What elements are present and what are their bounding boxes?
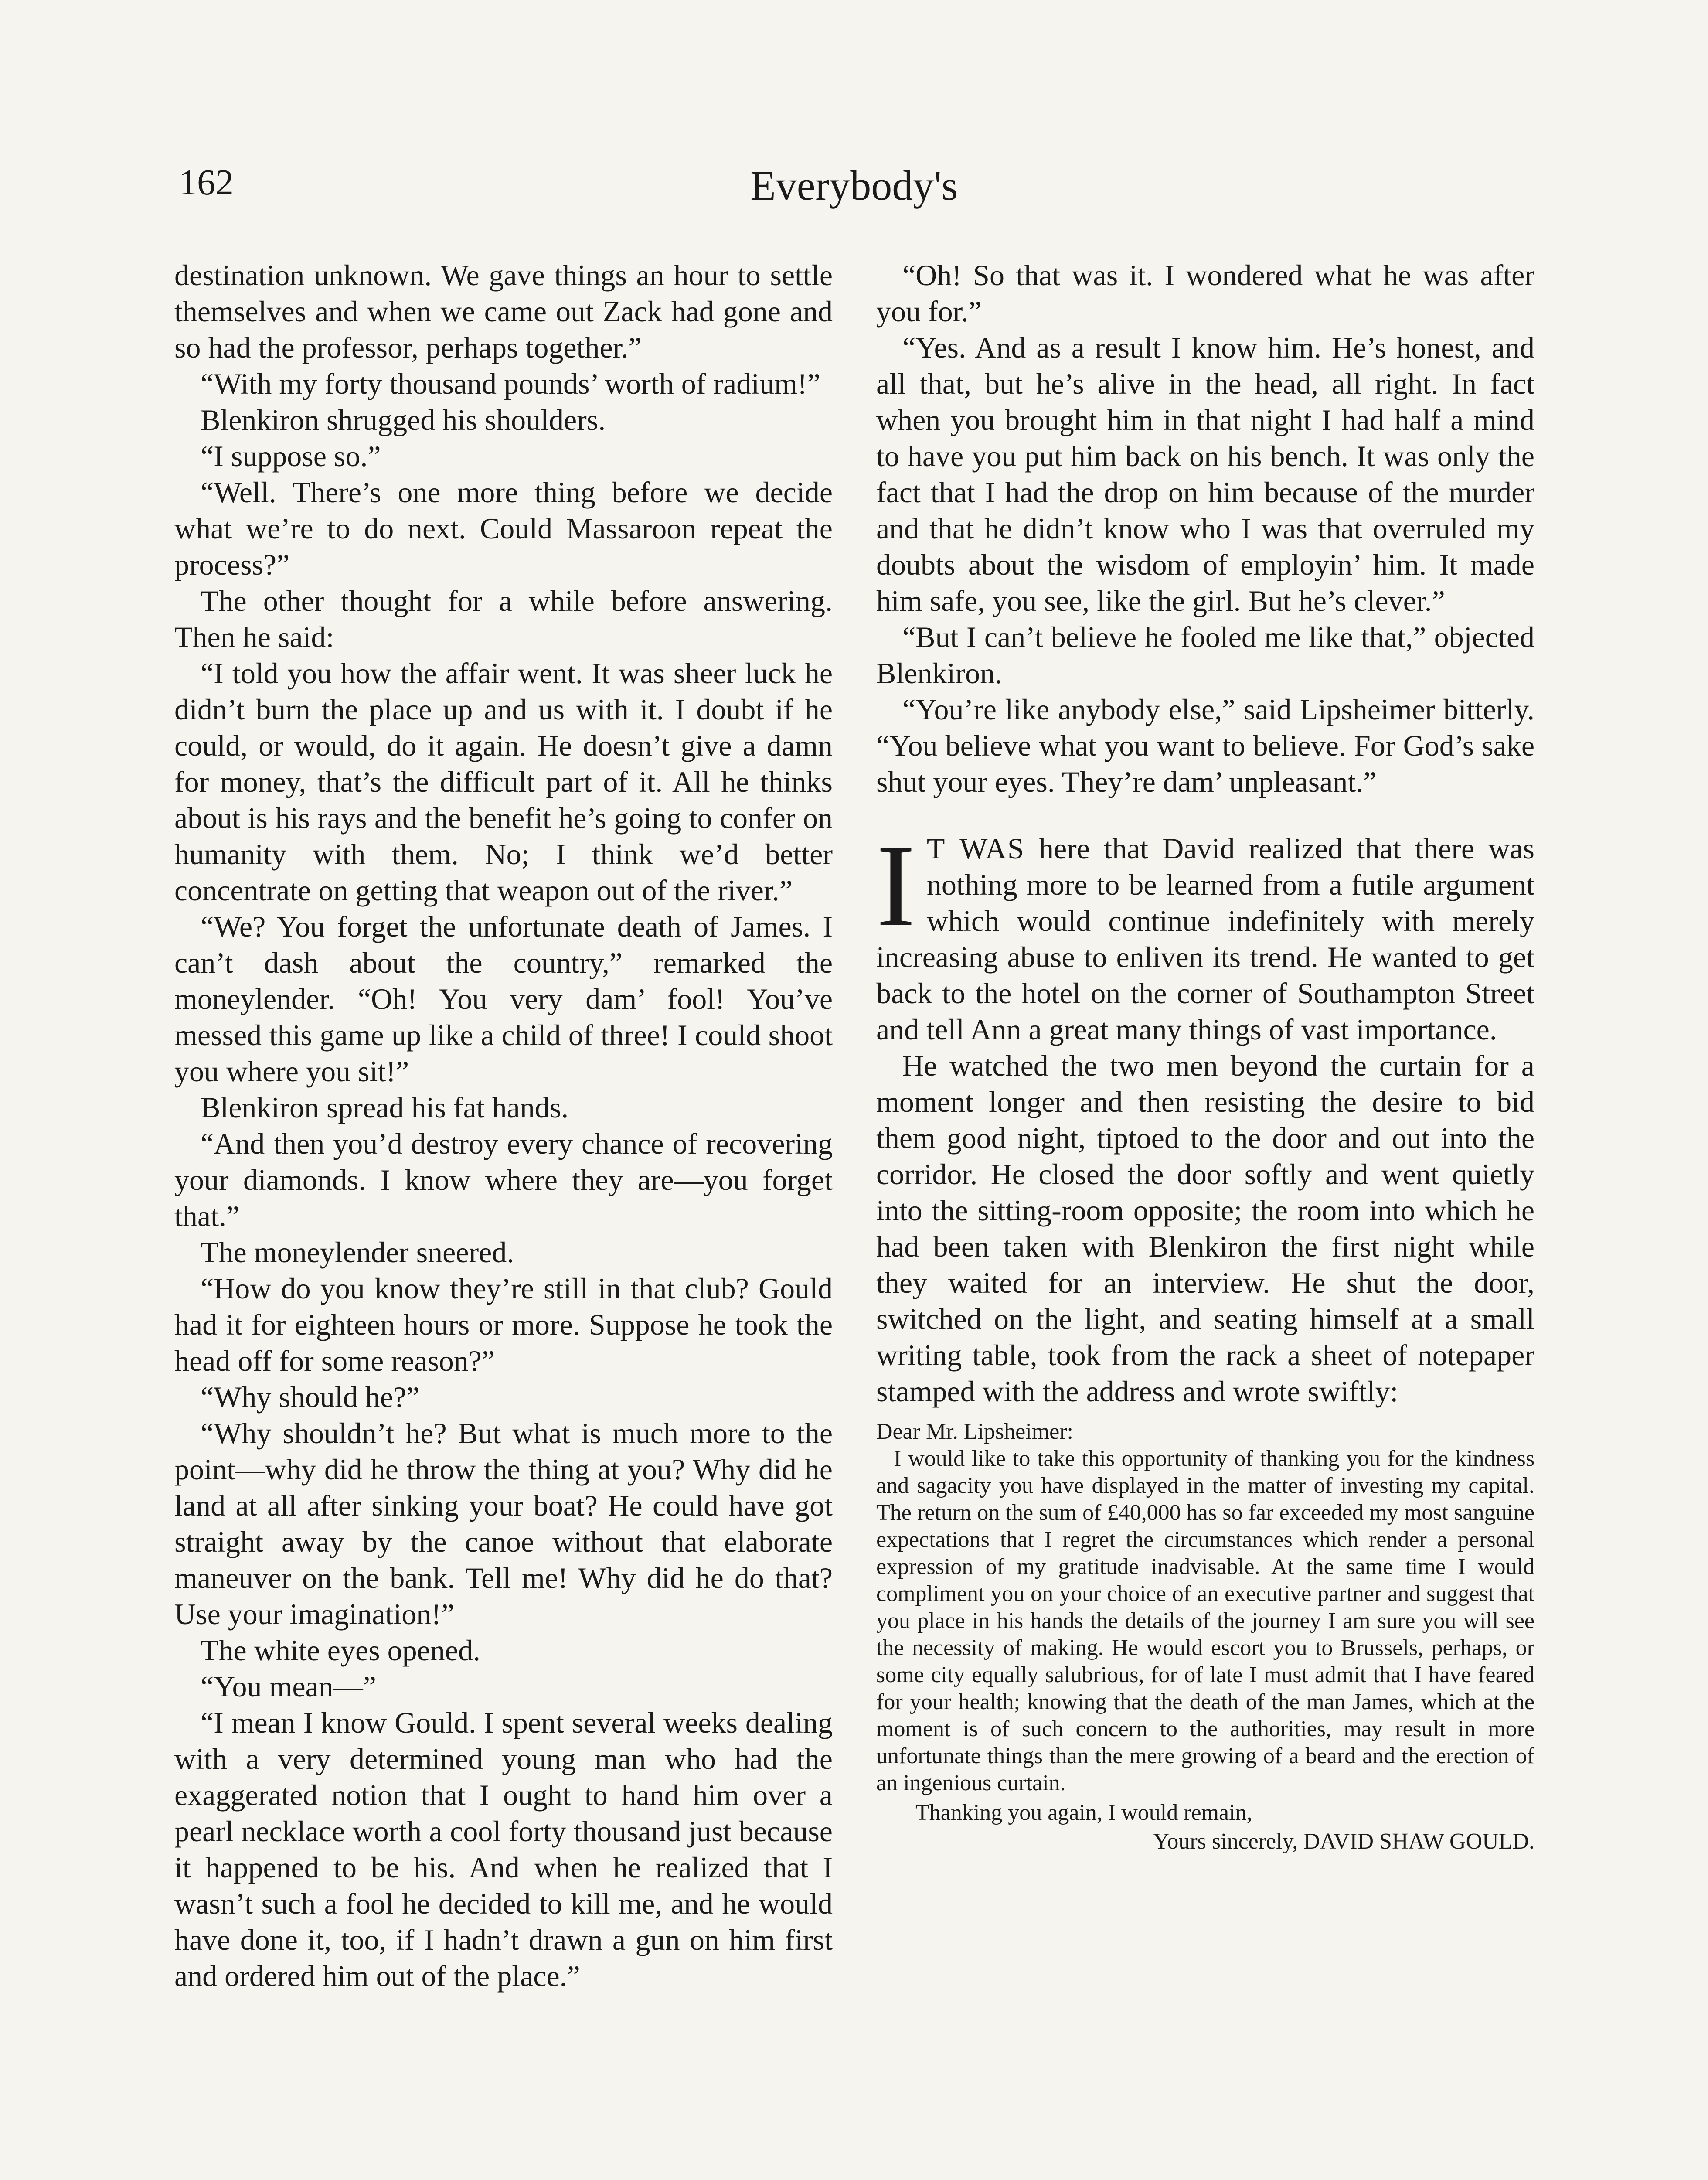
drop-cap: I [876,821,915,951]
paragraph: “You’re like anybody else,” said Lipsheimer bitterly. “You believe what you want to believe. For God’s sake shut your eyes. They’re dam’ unpleasant.” [876,693,1534,798]
paragraph: “With my forty thousand pounds’ worth of radium!” [201,367,820,400]
paragraph: “Why shouldn’t he? But what is much more to the point—why did he throw the thing at you? Why did he land at all after sinking your boat? He could have got straight away by the canoe without that elaborate maneuver on the bank. Tell me! Why did he do that? Use your imagination!” [174,1417,833,1631]
paragraph: “And then you’d destroy every chance of recovering your diamonds. I know where they are—you forget that.” [174,1127,833,1233]
section-opening-paragraph [876,821,1534,1048]
page-header [179,161,1529,231]
paragraph: “Yes. And as a result I know him. He’s honest, and all that, but he’s alive in the head, all right. In fact when you brought him in that night I had half a mind to have you put him back on his bench. It was only the fact that I had the drop on him because of the murder and that he didn’t know who I was that overruled my doubts about the wisdom of employin’ him. It made him safe, you see, like the girl. But he’s clever.” [876,331,1534,617]
paragraph: “I suppose so.” [201,439,381,473]
paragraph: “But I can’t believe he fooled me like that,” objected Blenkiron. [876,620,1534,690]
running-title: Everybody's [750,162,958,209]
letter-signature: Yours sincerely, DAVID SHAW GOULD. [1153,1829,1534,1854]
lead-in: T WAS [926,832,1025,865]
paragraph: The white eyes opened. [201,1634,480,1667]
paragraph: “You mean—” [201,1670,376,1703]
opening-text: here that David realized that there was nothing more to be learned from a futile argument which would continue indefinitely with merely increasing abuse to enliven its trend. He wanted to get back to the hotel on the corner of Southampton Street and tell Ann a great many things of vast importance. [876,832,1534,1046]
letter-body: I would like to take this opportunity of thanking you for the kindness and sagacity you have displayed in the matter of investing my capital. The return on the sum of £40,000 has so far exceeded my most sanguine expectations that I regret the circumstances which render a personal expression of my gratitude inadvisable. At the same time I would compliment you on your choice of an executive partner and suggest that you place in his hands the details of the journey I am sure you will see the necessity of making. He would escort you to Brussels, perhaps, or some city equally salubrious, for of late I must admit that I have feared for your health; knowing that the death of the man James, which at the moment is of such concern to the authorities, may result in more unfortunate things than the mere growing of a beard and the erection of an ingenious curtain. [876,1446,1534,1795]
paragraph: “I mean I know Gould. I spent several weeks dealing with a very determined young man who had the exaggerated notion that I ought to hand him over a pearl necklace worth a cool forty thousand just because it happened to be his. And when he realized that I wasn’t such a fool he decided to kill me, and he would have done it, too, if I hadn’t drawn a gun on him first and ordered him out of the place.” [174,1706,833,1993]
letter-salutation: Dear Mr. Lipsheimer: [876,1419,1073,1444]
letter [876,1418,1534,1855]
left-column [174,257,833,1994]
paragraph: The moneylender sneered. [201,1236,514,1269]
paragraph: “Why should he?” [201,1380,420,1414]
paragraph: “How do you know they’re still in that club? Gould had it for eighteen hours or more. Suppose he took the head off for some reason?” [174,1272,833,1377]
paragraph: “Well. There’s one more thing before we decide what we’re to do next. Could Massaroon repeat the process?” [174,476,833,581]
paragraph: “Oh! So that was it. I wondered what he was after you for.” [876,259,1534,328]
paragraph: “We? You forget the unfortunate death of James. I can’t dash about the country,” remarked the moneylender. “Oh! You very dam’ fool! You’ve messed this game up like a child of three! I could shoot you where you sit!” [174,910,833,1088]
paragraph: He watched the two men beyond the curtain for a moment longer and then resisting the desire to bid them good night, tiptoed to the door and out into the corridor. He closed the door softly and went quietly into the sitting-room opposite; the room into which he had been taken with Blenkiron the first night while they waited for an interview. He shut the door, switched on the light, and seating himself at a small writing table, took from the rack a sheet of notepaper stamped with the address and wrote swiftly: [876,1049,1534,1408]
paragraph: Blenkiron spread his fat hands. [201,1091,569,1124]
page-number: 162 [179,162,234,203]
paragraph: “I told you how the affair went. It was sheer luck he didn’t burn the place up and us with it. I doubt if he could, or would, do it again. He doesn’t give a damn for money, that’s the difficult part of it. All he thinks about is his rays and the benefit he’s going to confer on humanity with them. No; I think we’d better concentrate on getting that weapon out of the river.” [174,657,833,907]
right-column [876,257,1534,1855]
paragraph: Blenkiron shrugged his shoulders. [201,403,606,436]
paragraph: The other thought for a while before answering. Then he said: [174,584,833,654]
letter-closing: Thanking you again, I would remain, [915,1800,1252,1825]
paragraph: destination unknown. We gave things an hour to settle themselves and when we came out Zack had gone and so had the professor, perhaps together.” [174,259,833,364]
